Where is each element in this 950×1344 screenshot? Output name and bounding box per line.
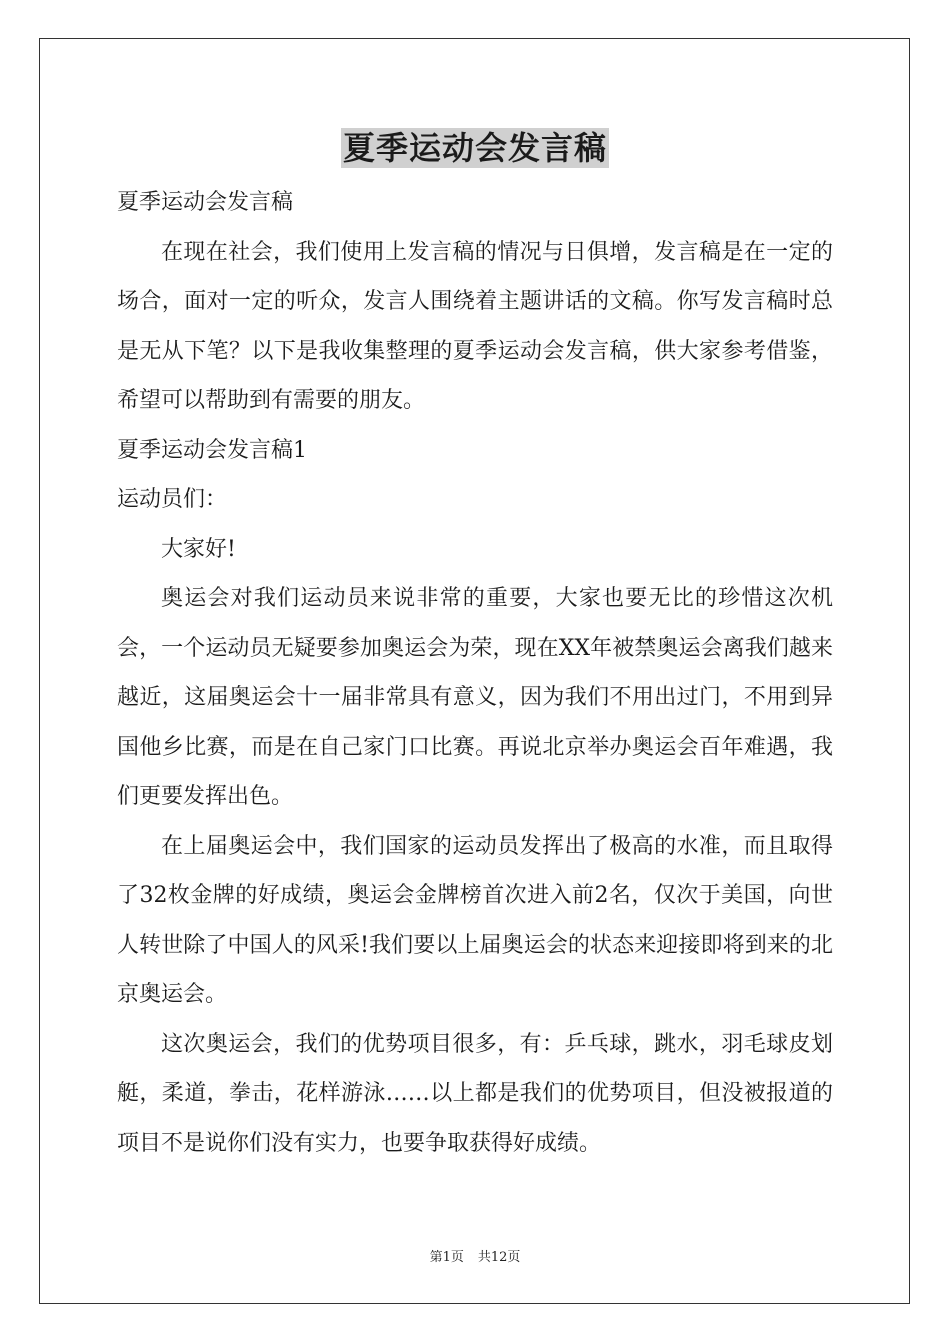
paragraph: 夏季运动会发言稿1 (117, 437, 307, 463)
paragraph: 大家好! (161, 536, 236, 562)
page-total: 共12页 (477, 1250, 521, 1265)
paragraph: 运动员们： (117, 487, 228, 512)
paragraph: 奥运会对我们运动员来说非常的重要，大家也要无比的珍惜这次机会，一个运动员无疑要参加奥运会为荣，现在XX年被禁奥运会离我们越来越近，这届奥运会十一届非常具有意义，因为我们不用出过门，不用到异国他乡比赛，而是在自己家门口比赛。再说北京举办奥运会百年难遇，我们更要发挥出色。 (117, 586, 833, 809)
paragraph: 在上届奥运会中，我们国家的运动员发挥出了极高的水准，而且取得了32枚金牌的好成绩，奥运会金牌榜首次进入前2名，仅次于美国，向世人转世除了中国人的风采!我们要以上届奥运会的状态来迎接即将到来的北京奥运会。 (117, 833, 833, 1007)
title-area (0, 128, 950, 168)
paragraph: 这次奥运会，我们的优势项目很多，有：乒乓球，跳水，羽毛球皮划艇，柔道，拳击，花样游泳……以上都是我们的优势项目，但没被报道的项目不是说你们没有实力，也要争取获得好成绩。 (117, 1031, 833, 1156)
document-body (117, 178, 833, 1168)
paragraph: 夏季运动会发言稿 (117, 190, 294, 215)
document-title: 夏季运动会发言稿 (342, 129, 607, 167)
paragraph: 在现在社会，我们使用上发言稿的情况与日俱增，发言稿是在一定的场合，面对一定的听众，发言人围绕着主题讲话的文稿。你写发言稿时总是无从下笔？以下是我收集整理的夏季运动会发言稿，供大家参考借鉴，希望可以帮助到有需要的朋友。 (117, 239, 833, 413)
page-footer (0, 1246, 950, 1265)
page-number: 第1页 (429, 1250, 464, 1265)
